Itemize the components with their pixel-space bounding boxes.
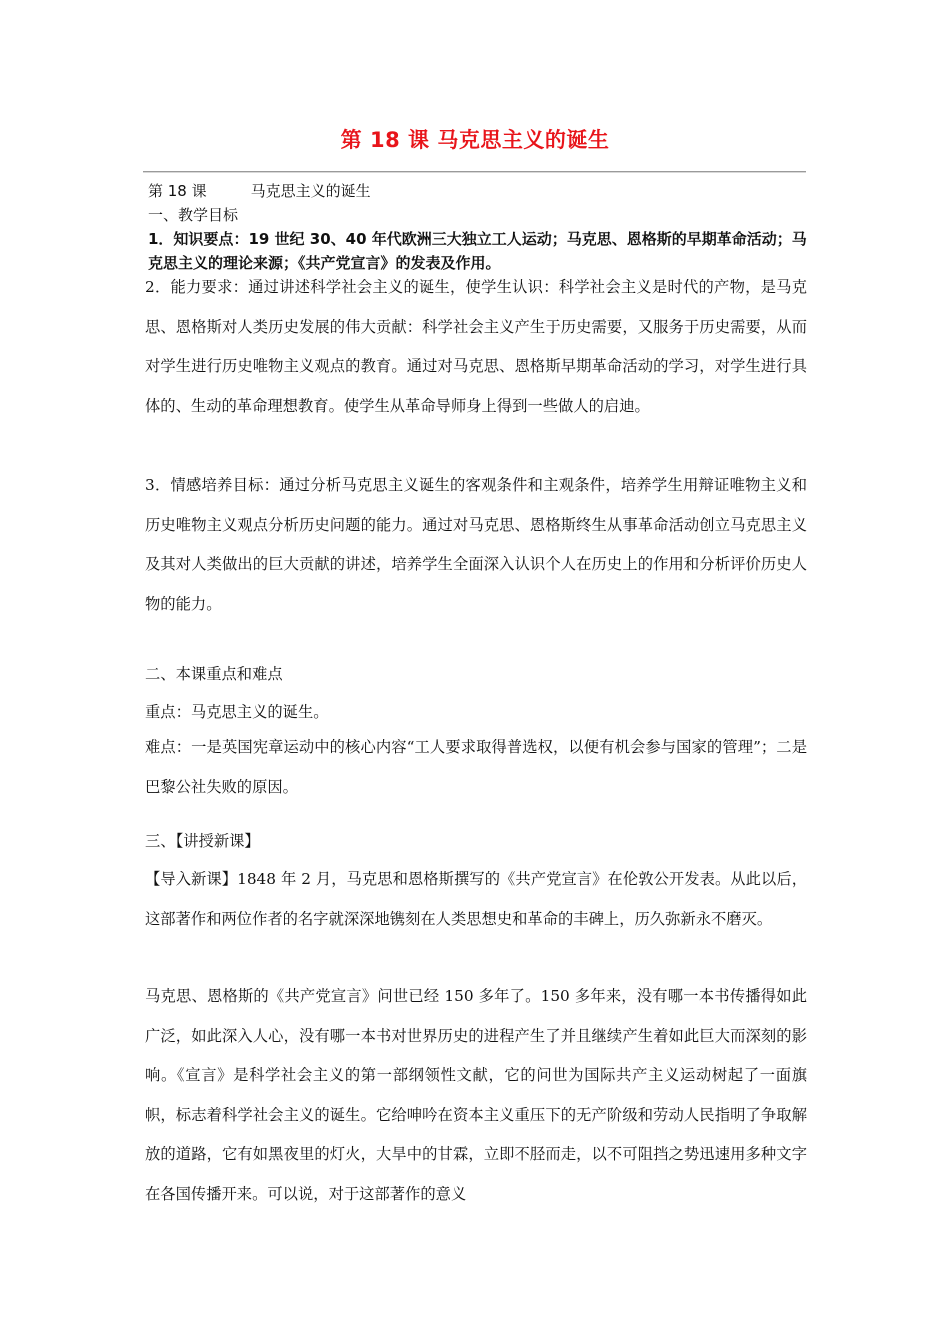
ability-requirements-paragraph: 2．能力要求：通过讲述科学社会主义的诞生，使学生认识：科学社会主义是时代的产物，是马克思、恩格斯对人类历史发展的伟大贡献：科学社会主义产生于历史需要，又服务于历史需要，从而对学生进行历史唯物主义观点的教育。通过对马克思、恩格斯早期革命活动的学习，对学生进行具体的、生动的革命理想教育。使学生从革命导师身上得到一些做人的启迪。	[145, 278, 807, 415]
intro-paragraph: 【导入新课】1848 年 2 月，马克思和恩格斯撰写的《共产党宣言》在伦敦公开发表。从此以后，这部著作和两位作者的名字就深深地镌刻在人类思想史和革命的丰碑上，历久弥新永不磨灭。	[145, 870, 807, 928]
section-teaching-goals-heading: 一、教学目标	[148, 206, 239, 224]
key-point-line: 重点：马克思主义的诞生。	[145, 703, 329, 721]
lesson-subheading	[148, 180, 371, 201]
manifesto-paragraph: 马克思、恩格斯的《共产党宣言》问世已经 150 多年了。150 多年来，没有哪一本书传播得如此广泛，如此深入人心，没有哪一本书对世界历史的进程产生了并且继续产生着如此巨大而深刻的影响。《宣言》是科学社会主义的第一部纲领性文献，它的问世为国际共产主义运动树起了一面旗帜，标志着科学社会主义的诞生。它给呻吟在资本主义重压下的无产阶级和劳动人民指明了争取解放的道路，它有如黑夜里的灯火，大旱中的甘霖，立即不胫而走，以不可阻挡之势迅速用多种文字在各国传播开来。可以说，对于这部著作的意义	[145, 987, 807, 1203]
lesson-number: 第 18 课	[148, 182, 207, 200]
section-new-lesson-heading: 三、【讲授新课】	[145, 832, 260, 850]
title-divider	[143, 171, 806, 172]
knowledge-points-paragraph: 1．知识要点：19 世纪 30、40 年代欧洲三大独立工人运动；马克思、恩格斯的早期革命活动；马克思主义的理论来源；《共产党宣言》的发表及作用。	[148, 230, 807, 272]
section-key-difficult-heading: 二、本课重点和难点	[145, 665, 283, 683]
lesson-name: 马克思主义的诞生	[250, 182, 371, 200]
difficulty-paragraph: 难点：一是英国宪章运动中的核心内容“工人要求取得普选权，以便有机会参与国家的管理”；二是巴黎公社失败的原因。	[145, 738, 807, 796]
page-title: 第 18 课 马克思主义的诞生	[340, 128, 610, 152]
emotion-goals-paragraph: 3．情感培养目标：通过分析马克思主义诞生的客观条件和主观条件，培养学生用辩证唯物主义和历史唯物主义观点分析历史问题的能力。通过对马克思、恩格斯终生从事革命活动创立马克思主义及其对人类做出的巨大贡献的讲述，培养学生全面深入认识个人在历史上的作用和分析评价历史人物的能力。	[145, 476, 807, 613]
